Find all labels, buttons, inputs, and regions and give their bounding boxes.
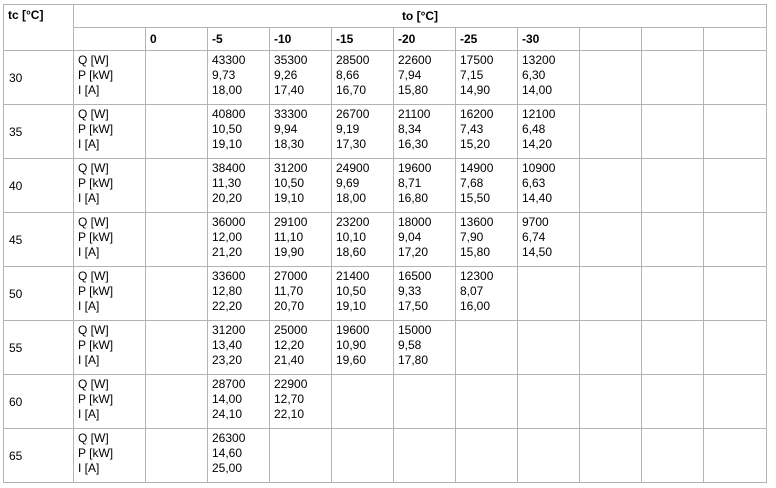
cell-value: 17500 — [460, 53, 494, 67]
cell-value: 13200 — [522, 53, 556, 67]
empty-cell — [146, 375, 208, 429]
cell-value: 18,30 — [274, 137, 305, 151]
tc-value: 40 — [4, 159, 74, 213]
cell-value: 10,50 — [336, 284, 367, 298]
value-cell — [208, 429, 270, 483]
empty-cell — [580, 267, 642, 321]
cell-value: 9,69 — [336, 176, 360, 190]
cell-value: 13600 — [460, 215, 494, 229]
cell-value: 10,90 — [336, 338, 367, 352]
empty-cell — [580, 51, 642, 105]
cell-value: 9,19 — [336, 122, 360, 136]
cell-value: 14,50 — [522, 245, 553, 259]
param-label: Q [W] — [78, 215, 109, 229]
value-cell — [394, 105, 456, 159]
empty-cell — [146, 51, 208, 105]
value-cell — [208, 105, 270, 159]
value-cell — [518, 105, 580, 159]
tc-header: tc [°C] — [4, 5, 74, 51]
cell-value: 18,00 — [212, 83, 243, 97]
cell-value: 10,10 — [336, 230, 367, 244]
cell-value: 14,00 — [522, 83, 553, 97]
cell-value: 18000 — [398, 215, 432, 229]
tc-value: 30 — [4, 51, 74, 105]
cell-value: 19,90 — [274, 245, 305, 259]
param-label: I [A] — [78, 407, 100, 421]
empty-cell — [518, 375, 580, 429]
cell-value: 8,71 — [398, 176, 422, 190]
cell-value: 24,10 — [212, 407, 243, 421]
param-label: I [A] — [78, 83, 100, 97]
tc-value: 60 — [4, 375, 74, 429]
empty-cell — [146, 105, 208, 159]
cell-value: 10,50 — [274, 176, 305, 190]
empty-cell — [270, 429, 332, 483]
to-column-header: -25 — [456, 28, 518, 51]
value-cell — [270, 375, 332, 429]
tc-value: 50 — [4, 267, 74, 321]
value-cell — [332, 105, 394, 159]
to-column-header: -10 — [270, 28, 332, 51]
empty-cell — [704, 213, 767, 267]
cell-value: 20,70 — [274, 299, 305, 313]
param-header-blank — [74, 28, 146, 51]
cell-value: 6,48 — [522, 122, 546, 136]
param-label: Q [W] — [78, 431, 109, 445]
cell-value: 17,80 — [398, 353, 429, 367]
cell-value: 12,20 — [274, 338, 305, 352]
table-row — [4, 267, 767, 321]
cell-value: 28500 — [336, 53, 370, 67]
empty-cell — [704, 105, 767, 159]
empty-cell — [704, 267, 767, 321]
param-label: P [kW] — [78, 230, 114, 244]
empty-cell — [332, 375, 394, 429]
cell-value: 15,80 — [460, 245, 491, 259]
empty-cell — [456, 321, 518, 375]
cell-value: 16,30 — [398, 137, 429, 151]
value-cell — [270, 105, 332, 159]
value-cell — [208, 213, 270, 267]
empty-cell — [642, 105, 704, 159]
empty-cell — [394, 429, 456, 483]
param-label: P [kW] — [78, 122, 114, 136]
cell-value: 22600 — [398, 53, 432, 67]
to-column-header — [704, 28, 767, 51]
value-cell — [394, 159, 456, 213]
tc-value: 45 — [4, 213, 74, 267]
cell-value: 8,34 — [398, 122, 422, 136]
tc-value: 55 — [4, 321, 74, 375]
value-cell — [456, 267, 518, 321]
param-label: I [A] — [78, 461, 100, 475]
cell-value: 8,66 — [336, 68, 360, 82]
cell-value: 19,10 — [212, 137, 243, 151]
empty-cell — [146, 267, 208, 321]
cell-value: 10900 — [522, 161, 556, 175]
tc-value: 35 — [4, 105, 74, 159]
cell-value: 9,04 — [398, 230, 422, 244]
value-cell — [270, 267, 332, 321]
cell-value: 9,94 — [274, 122, 298, 136]
cell-value: 17,30 — [336, 137, 367, 151]
empty-cell — [580, 429, 642, 483]
value-cell — [208, 375, 270, 429]
cell-value: 13,40 — [212, 338, 243, 352]
param-label: P [kW] — [78, 68, 114, 82]
value-cell — [270, 213, 332, 267]
tc-value: 65 — [4, 429, 74, 483]
cell-value: 19,10 — [274, 191, 305, 205]
value-cell — [394, 267, 456, 321]
cell-value: 21,40 — [274, 353, 305, 367]
param-label: P [kW] — [78, 176, 114, 190]
to-column-header: -15 — [332, 28, 394, 51]
param-label: P [kW] — [78, 392, 114, 406]
cell-value: 43300 — [212, 53, 246, 67]
cell-value: 21,20 — [212, 245, 243, 259]
empty-cell — [642, 429, 704, 483]
param-labels — [74, 429, 146, 483]
param-label: I [A] — [78, 353, 100, 367]
cell-value: 9,33 — [398, 284, 422, 298]
param-label: I [A] — [78, 299, 100, 313]
param-labels — [74, 321, 146, 375]
param-label: Q [W] — [78, 377, 109, 391]
param-label: P [kW] — [78, 284, 114, 298]
empty-cell — [456, 375, 518, 429]
to-column-header: -20 — [394, 28, 456, 51]
empty-cell — [580, 375, 642, 429]
value-cell — [208, 321, 270, 375]
cell-value: 21400 — [336, 269, 370, 283]
cell-value: 12100 — [522, 107, 556, 121]
cell-value: 17,50 — [398, 299, 429, 313]
param-labels — [74, 267, 146, 321]
table-row — [4, 159, 767, 213]
cell-value: 9,58 — [398, 338, 422, 352]
cell-value: 12300 — [460, 269, 494, 283]
value-cell — [332, 51, 394, 105]
cell-value: 29100 — [274, 215, 308, 229]
cell-value: 15,80 — [398, 83, 429, 97]
empty-cell — [580, 213, 642, 267]
cell-value: 19,60 — [336, 353, 367, 367]
empty-cell — [580, 105, 642, 159]
empty-cell — [642, 51, 704, 105]
value-cell — [270, 51, 332, 105]
param-labels — [74, 105, 146, 159]
value-cell — [518, 213, 580, 267]
value-cell — [332, 213, 394, 267]
empty-cell — [704, 321, 767, 375]
cell-value: 25000 — [274, 323, 308, 337]
cell-value: 14,60 — [212, 446, 243, 460]
cell-value: 9,73 — [212, 68, 236, 82]
cell-value: 8,07 — [460, 284, 484, 298]
value-cell — [518, 159, 580, 213]
cell-value: 24900 — [336, 161, 370, 175]
cell-value: 11,70 — [274, 284, 304, 298]
cell-value: 11,30 — [212, 176, 242, 190]
value-cell — [208, 51, 270, 105]
cell-value: 10,50 — [212, 122, 243, 136]
empty-cell — [332, 429, 394, 483]
empty-cell — [704, 159, 767, 213]
cell-value: 22,10 — [274, 407, 305, 421]
table-row — [4, 51, 767, 105]
cell-value: 19600 — [336, 323, 370, 337]
param-labels — [74, 213, 146, 267]
cell-value: 16200 — [460, 107, 494, 121]
cell-value: 14,40 — [522, 191, 553, 205]
cell-value: 6,63 — [522, 176, 546, 190]
to-column-header: 0 — [146, 28, 208, 51]
empty-cell — [642, 375, 704, 429]
value-cell — [332, 267, 394, 321]
param-label: P [kW] — [78, 338, 114, 352]
param-labels — [74, 159, 146, 213]
cell-value: 23200 — [336, 215, 370, 229]
table-row — [4, 321, 767, 375]
cell-value: 16,00 — [460, 299, 491, 313]
value-cell — [270, 159, 332, 213]
cell-value: 12,70 — [274, 392, 305, 406]
value-cell — [456, 213, 518, 267]
empty-cell — [704, 51, 767, 105]
value-cell — [394, 213, 456, 267]
param-label: Q [W] — [78, 107, 109, 121]
table-row — [4, 213, 767, 267]
cell-value: 19,10 — [336, 299, 367, 313]
param-label: P [kW] — [78, 446, 114, 460]
empty-cell — [642, 267, 704, 321]
cell-value: 7,68 — [460, 176, 484, 190]
cell-value: 40800 — [212, 107, 246, 121]
cell-value: 14,90 — [460, 83, 491, 97]
cell-value: 9,26 — [274, 68, 298, 82]
empty-cell — [518, 267, 580, 321]
cell-value: 22,20 — [212, 299, 243, 313]
empty-cell — [642, 321, 704, 375]
value-cell — [456, 51, 518, 105]
value-cell — [208, 267, 270, 321]
cell-value: 16,80 — [398, 191, 429, 205]
cell-value: 9700 — [522, 215, 549, 229]
table-row — [4, 429, 767, 483]
table-row — [4, 105, 767, 159]
empty-cell — [456, 429, 518, 483]
cell-value: 7,15 — [460, 68, 484, 82]
empty-cell — [580, 321, 642, 375]
to-column-header: -5 — [208, 28, 270, 51]
empty-cell — [146, 321, 208, 375]
cell-value: 31200 — [212, 323, 246, 337]
empty-cell — [146, 213, 208, 267]
cell-value: 17,20 — [398, 245, 429, 259]
cell-value: 21100 — [398, 107, 431, 121]
cell-value: 26700 — [336, 107, 370, 121]
to-header: to [°C] — [74, 5, 767, 28]
cell-value: 6,30 — [522, 68, 546, 82]
cell-value: 7,43 — [460, 122, 484, 136]
cell-value: 22900 — [274, 377, 308, 391]
table-row — [4, 375, 767, 429]
cell-value: 16,70 — [336, 83, 367, 97]
cell-value: 27000 — [274, 269, 308, 283]
cell-value: 15,50 — [460, 191, 491, 205]
value-cell — [332, 159, 394, 213]
value-cell — [270, 321, 332, 375]
cell-value: 17,40 — [274, 83, 305, 97]
cell-value: 18,00 — [336, 191, 367, 205]
cell-value: 19600 — [398, 161, 432, 175]
cell-value: 14,20 — [522, 137, 553, 151]
empty-cell — [642, 159, 704, 213]
empty-cell — [146, 429, 208, 483]
empty-cell — [146, 159, 208, 213]
param-label: Q [W] — [78, 161, 109, 175]
empty-cell — [642, 213, 704, 267]
cell-value: 14,00 — [212, 392, 243, 406]
empty-cell — [704, 429, 767, 483]
cell-value: 16500 — [398, 269, 432, 283]
performance-table — [3, 4, 767, 483]
empty-cell — [580, 159, 642, 213]
empty-cell — [518, 429, 580, 483]
value-cell — [208, 159, 270, 213]
param-label: I [A] — [78, 191, 100, 205]
cell-value: 35300 — [274, 53, 308, 67]
cell-value: 14900 — [460, 161, 494, 175]
value-cell — [394, 51, 456, 105]
cell-value: 15000 — [398, 323, 432, 337]
cell-value: 36000 — [212, 215, 246, 229]
to-column-header: -30 — [518, 28, 580, 51]
cell-value: 26300 — [212, 431, 246, 445]
empty-cell — [704, 375, 767, 429]
cell-value: 11,10 — [274, 230, 304, 244]
param-label: I [A] — [78, 137, 100, 151]
cell-value: 7,90 — [460, 230, 484, 244]
cell-value: 7,94 — [398, 68, 422, 82]
value-cell — [456, 159, 518, 213]
empty-cell — [394, 375, 456, 429]
cell-value: 12,00 — [212, 230, 243, 244]
value-cell — [456, 105, 518, 159]
param-labels — [74, 375, 146, 429]
param-label: Q [W] — [78, 323, 109, 337]
cell-value: 6,74 — [522, 230, 546, 244]
cell-value: 20,20 — [212, 191, 243, 205]
cell-value: 33300 — [274, 107, 308, 121]
value-cell — [394, 321, 456, 375]
cell-value: 23,20 — [212, 353, 243, 367]
cell-value: 18,60 — [336, 245, 367, 259]
param-label: Q [W] — [78, 53, 109, 67]
value-cell — [518, 51, 580, 105]
param-label: I [A] — [78, 245, 100, 259]
cell-value: 31200 — [274, 161, 308, 175]
param-label: Q [W] — [78, 269, 109, 283]
cell-value: 38400 — [212, 161, 246, 175]
cell-value: 15,20 — [460, 137, 491, 151]
to-column-header — [642, 28, 704, 51]
cell-value: 12,80 — [212, 284, 243, 298]
cell-value: 25,00 — [212, 461, 243, 475]
to-column-header — [580, 28, 642, 51]
empty-cell — [518, 321, 580, 375]
param-labels — [74, 51, 146, 105]
cell-value: 33600 — [212, 269, 246, 283]
value-cell — [332, 321, 394, 375]
cell-value: 28700 — [212, 377, 246, 391]
